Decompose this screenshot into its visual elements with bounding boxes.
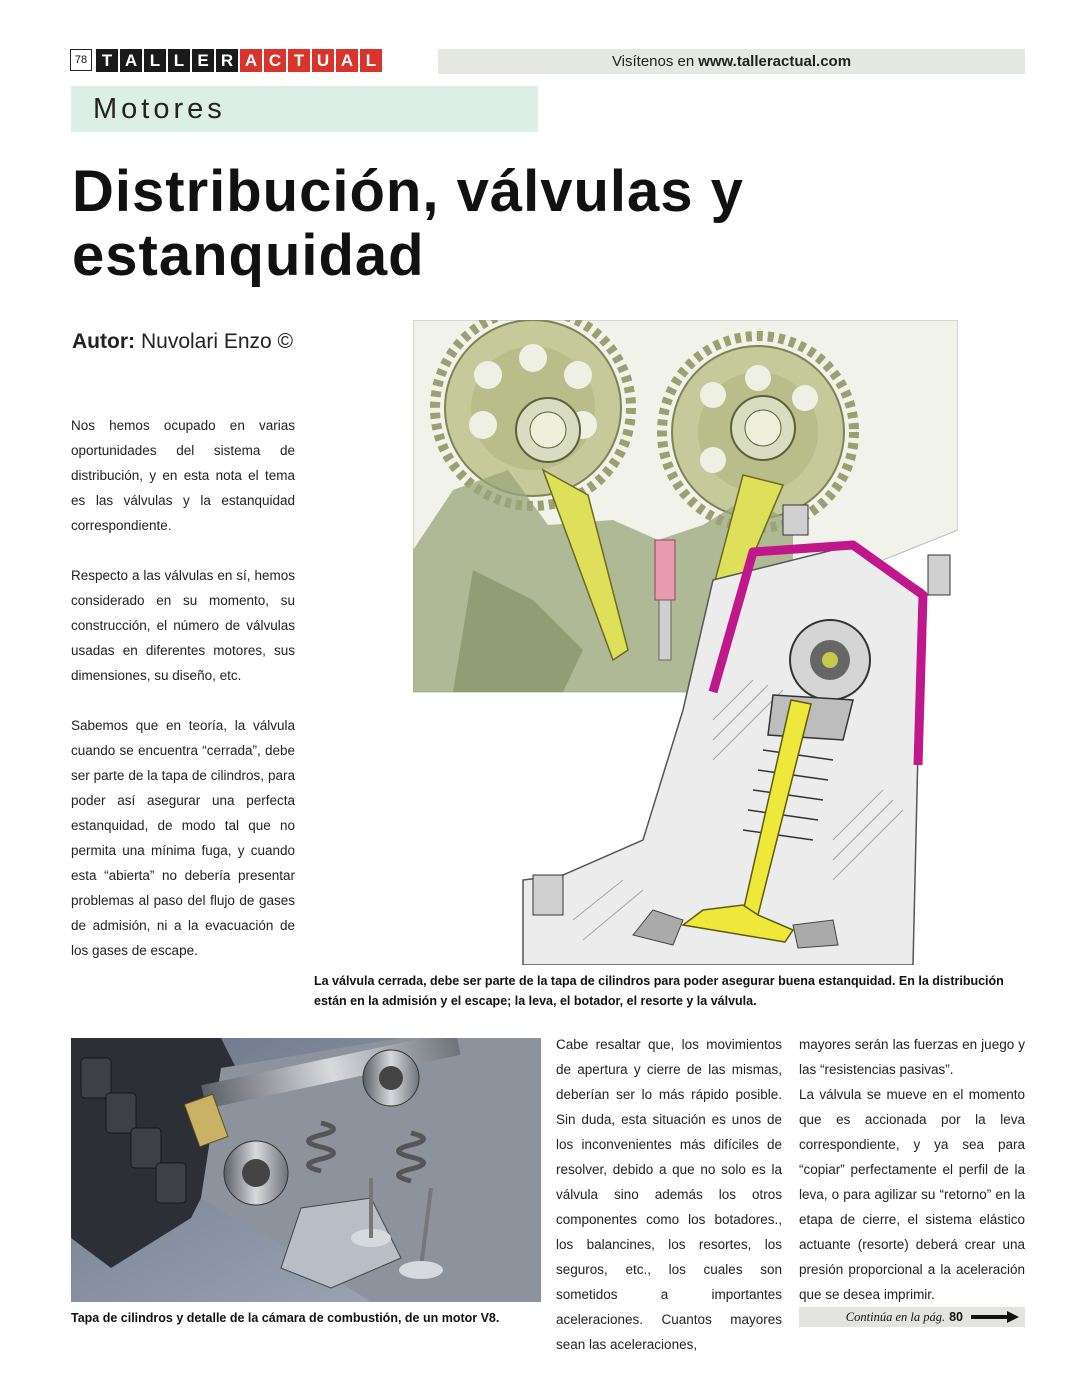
paragraph: Nos hemos ocupado en varias oportunidades del sistema de distribución, y en esta nota el tema es las válvulas y la estanquidad correspondiente. [71, 418, 295, 533]
middle-column [556, 1032, 782, 1357]
logo-letter: T [288, 49, 310, 72]
continue-label: Continúa en la pág. [845, 1309, 946, 1324]
visit-prefix: Visítenos en [611, 53, 695, 70]
logo-letter: L [360, 49, 382, 72]
valve-train-diagram [413, 320, 958, 965]
author-name: Nuvolari Enzo © [140, 330, 294, 353]
section-label: Motores [71, 86, 538, 132]
website-link[interactable]: www.talleractual.com [698, 53, 852, 70]
paragraph: Sabemos que en teoría, la válvula cuando se encuentra “cerrada”, debe ser parte de la tapa de cilindros, para poder así asegurar una perfecta estanquidad, de modo tal que no permita una mínima fuga, y cuando esta “abierta” no debería presentar problemas al paso del flujo de gases de admisión, ni a la evacuación de los gases de escape. [71, 718, 295, 958]
logo-letter: A [240, 49, 262, 72]
paragraph: La válvula se mueve en el momento que es accionada por la leva correspondiente, y ya sea para “copiar” perfectamente el perfil de la leva, o para agilizar su “retorno” en la etapa de cierre, el sistema elástico actuante (resorte) deberá crear una presión proporcional a la aceleración que se desea imprimir. [799, 1087, 1025, 1302]
continue-banner[interactable] [799, 1307, 1025, 1327]
cylinder-head-photo [71, 1038, 541, 1302]
logo-letter: L [144, 49, 166, 72]
logo-letter: L [168, 49, 190, 72]
main-figure-caption: La válvula cerrada, debe ser parte de la tapa de cilindros para poder asegurar buena estanquidad. En la distribución están en la admisión y el escape; la leva, el botador, el resorte y la válvula. [314, 974, 1004, 1008]
continue-page: 80 [949, 1310, 963, 1324]
logo-letter: C [264, 49, 286, 72]
author-line [72, 330, 293, 354]
author-label: Autor: [72, 330, 135, 353]
logo-letter: R [216, 49, 238, 72]
arrow-right-icon [971, 1311, 1019, 1323]
paragraph: Respecto a las válvulas en sí, hemos considerado en su momento, su construcción, el número de válvulas usadas en diferentes motores, sus dimensiones, su diseño, etc. [71, 568, 295, 683]
logo-letter: A [120, 49, 142, 72]
paragraph: Cabe resaltar que, los movimientos de apertura y cierre de las mismas, deberían ser lo más rápido posible. Sin duda, esta situación es unos de los inconvenientes más difíciles de resolver, debido a que no solo es la válvula sino además los otros componentes como los botadores., los balancines, los resortes, los seguros, etc., los cuales son sometidos a importantes aceleraciones. Cuantos mayores sean las aceleraciones, [556, 1037, 782, 1352]
magazine-logo [96, 49, 382, 72]
article-title: Distribución, válvulas y estanquidad [72, 159, 744, 288]
website-banner [438, 49, 1025, 74]
bottom-figure-caption: Tapa de cilindros y detalle de la cámara de combustión, de un motor V8. [71, 1311, 500, 1325]
paragraph: mayores serán las fuerzas en juego y las “resistencias pasivas”. [799, 1037, 1025, 1077]
right-column [799, 1032, 1025, 1307]
logo-letter: U [312, 49, 334, 72]
logo-letter: T [96, 49, 118, 72]
logo-letter: E [192, 49, 214, 72]
left-column [71, 413, 295, 988]
page-number: 78 [70, 49, 92, 71]
logo-letter: A [336, 49, 358, 72]
